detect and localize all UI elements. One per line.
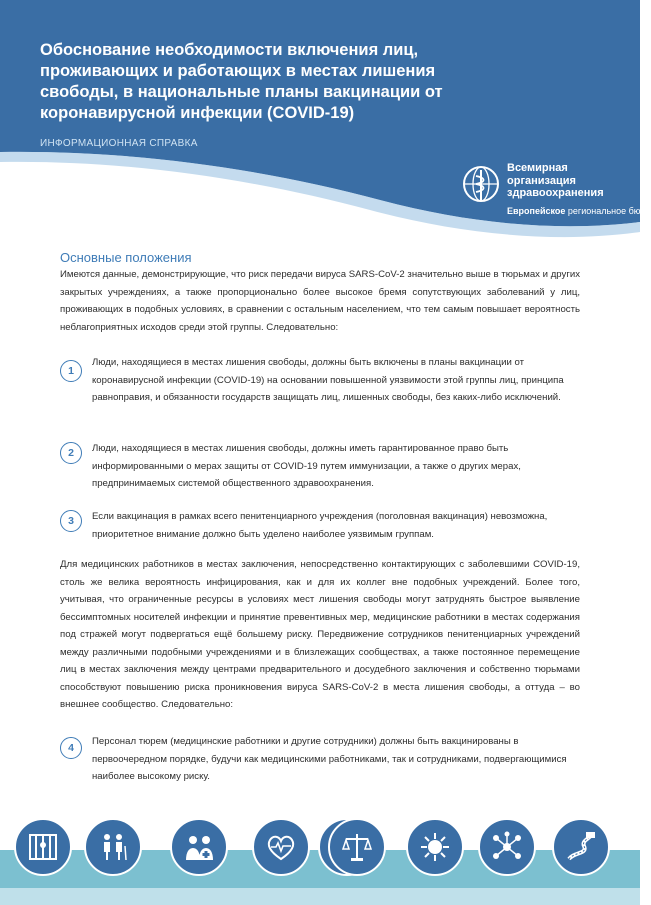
who-name: Всемирная организация здравоохранения [507,162,604,199]
who-region-bold: Европейское [507,206,566,216]
item-text: Если вакцинация в рамках всего пенитенциарного учреждения (поголовная вакцинация) невозможна, приоритетное внимание должно быть уделено наиболее уязвимым группам. [92,511,548,540]
footer-icon-row [0,818,640,888]
network-icon [478,818,536,876]
section-title: Основные положения [60,250,192,265]
scales-justice-icon [328,818,386,876]
header-banner [0,0,651,240]
road-route-icon [552,818,610,876]
who-logo-block [461,160,651,220]
item-number-badge: 1 [60,360,82,382]
heart-health-icon [252,818,310,876]
document-subtitle: ИНФОРМАЦИОННАЯ СПРАВКА [40,138,198,149]
intro-paragraph: Имеются данные, демонстрирующие, что риск передачи вируса SARS-CoV-2 значительно выше в тюрьмах и других закрытых учреждениях, а также пропорционально более высокое бремя сопутствующих заболеваний у лиц, проживающих в подобных условиях, в сравнении с остальным населением, что тем самым повышает вероятность неблагоприятных исходов среди этой группы. Следовательно: [60,269,580,333]
item-text: Персонал тюрем (медицинские работники и другие сотрудники) должны быть вакцинированы в первоочередном порядке, будучи как медицинскими работниками, так и сотрудниками, подвергающимися наиболее высокому риску. [92,736,567,782]
item-number-badge: 2 [60,442,82,464]
elderly-people-icon [84,818,142,876]
item-number-badge: 3 [60,510,82,532]
who-region-rest: региональное бюро [567,206,651,216]
medical-staff-icon [170,818,228,876]
item-text: Люди, находящиеся в местах лишения свободы, должны быть включены в планы вакцинации от коронавирусной инфекции (COVID-19) на основании повышенной уязвимости этой группы лиц, принципа равноправия, и обязанности государств защищать лиц, лишенных свободы, без каких-либо исключений. [92,357,564,403]
virus-icon [406,818,464,876]
document-title: Обоснование необходимости включения лиц, проживающих и работающих в местах лишения свободы, в национальные планы вакцинации от коронавирусной инфекции (COVID-19) [40,41,443,122]
who-emblem-icon [461,164,501,204]
item-number-badge: 4 [60,737,82,759]
prison-bars-icon [14,818,72,876]
body-paragraph: Для медицинских работников в местах заключения, непосредственно контактирующих с заболевшими COVID-19, столь же велика вероятность инфицирования, как и для их коллег вне подобных учреждений. Более того, учитывая, что ограниченные ресурсы в условиях мест лишения свободы могут затруднять быстрое выявление бессимптомных носителей инфекции и принятие превентивных мер, медицинские работники в местах содержания под стражей могут подвергаться ещё большему риску. Передвижение сотрудников пенитенциарных учреждений между различными подобными учреждениями и в близлежащих сообществах, а также постоянное перемещение лиц в местах заключения между центрами предварительного и досудебного заключения и собственно тюрьмами способствуют повышению риска проникновения вируса SARS-CoV-2 в места лишения свободы, а оттуда – во внешнее сообщество. Следовательно: [60,559,580,710]
item-text: Люди, находящиеся в местах лишения свободы, должны иметь гарантированное право быть информированными о мерах защиты от COVID-19 путем иммунизации, а также о других мерах, предпринимаемых системой общественного здравоохранения. [92,443,521,489]
who-region [507,206,651,216]
